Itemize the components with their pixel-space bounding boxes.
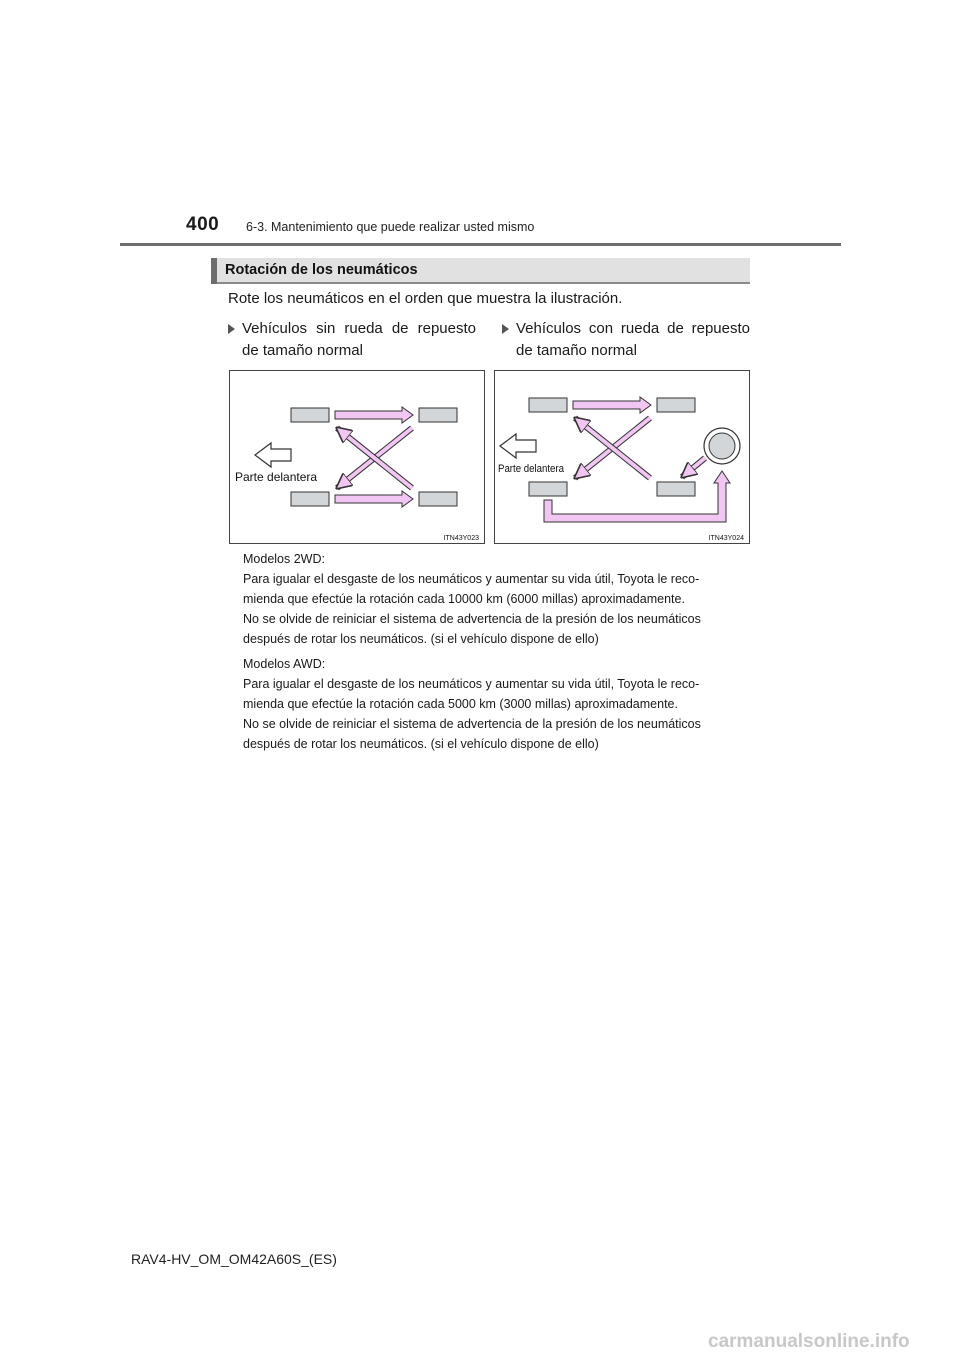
triangle-bullet-icon — [502, 324, 509, 334]
header-rule — [120, 243, 841, 246]
diagram-no-spare — [230, 371, 485, 544]
page-number: 400 — [186, 214, 220, 235]
watermark: carmanualsonline.info — [708, 1331, 910, 1352]
note-line: Para igualar el desgaste de los neumáticos y aumentar su vida útil, Toyota le reco- — [243, 572, 700, 586]
front-label: Parte delantera — [498, 463, 565, 475]
note-line: mienda que efectúe la rotación cada 10000 km (6000 millas) aproximadamente. — [243, 592, 685, 606]
tire-rear-left — [419, 408, 457, 422]
figure-code: ITN43Y023 — [443, 535, 479, 542]
section-heading — [211, 258, 750, 284]
tire-front-right — [291, 492, 329, 506]
diagram-with-spare — [495, 371, 750, 544]
rotation-diagrams — [229, 370, 751, 546]
section-heading-bar — [211, 258, 217, 284]
note-line: No se olvide de reiniciar el sistema de advertencia de la presión de los neumáticos — [243, 717, 701, 731]
tire-front-right — [529, 482, 567, 496]
front-label: Parte delantera — [235, 470, 318, 484]
note-line: Para igualar el desgaste de los neumáticos y aumentar su vida útil, Toyota le reco- — [243, 677, 700, 691]
note-title: Modelos 2WD: — [243, 552, 325, 566]
case-label-with-spare — [502, 318, 750, 362]
note-line: mienda que efectúe la rotación cada 5000 km (3000 millas) aproximadamente. — [243, 697, 678, 711]
case-label-text: Vehículos con rueda de repuesto de tamaño normal — [516, 320, 750, 359]
manual-code: RAV4-HV_OM_OM42A60S_(ES) — [131, 1251, 337, 1267]
tire-rear-right — [419, 492, 457, 506]
tire-front-left — [291, 408, 329, 422]
note-2wd — [243, 549, 745, 649]
section-intro: Rote los neumáticos en el orden que muestra la ilustración. — [228, 290, 623, 307]
tire-front-left — [529, 398, 567, 412]
note-awd — [243, 654, 745, 754]
case-label-no-spare — [228, 318, 476, 362]
triangle-bullet-icon — [228, 324, 235, 334]
tire-rear-left — [657, 398, 695, 412]
case-label-text: Vehículos sin rueda de repuesto de tamaño normal — [242, 320, 476, 359]
note-line: después de rotar los neumáticos. (si el vehículo dispone de ello) — [243, 632, 599, 646]
tire-rear-right — [657, 482, 695, 496]
spare-tire-inner — [709, 433, 735, 459]
chapter-title: 6-3. Mantenimiento que puede realizar usted mismo — [246, 220, 535, 234]
figure-code: ITN43Y024 — [708, 535, 744, 542]
section-title: Rotación de los neumáticos — [225, 262, 418, 278]
note-line: No se olvide de reiniciar el sistema de advertencia de la presión de los neumáticos — [243, 612, 701, 626]
note-title: Modelos AWD: — [243, 657, 326, 671]
note-line: después de rotar los neumáticos. (si el vehículo dispone de ello) — [243, 737, 599, 751]
